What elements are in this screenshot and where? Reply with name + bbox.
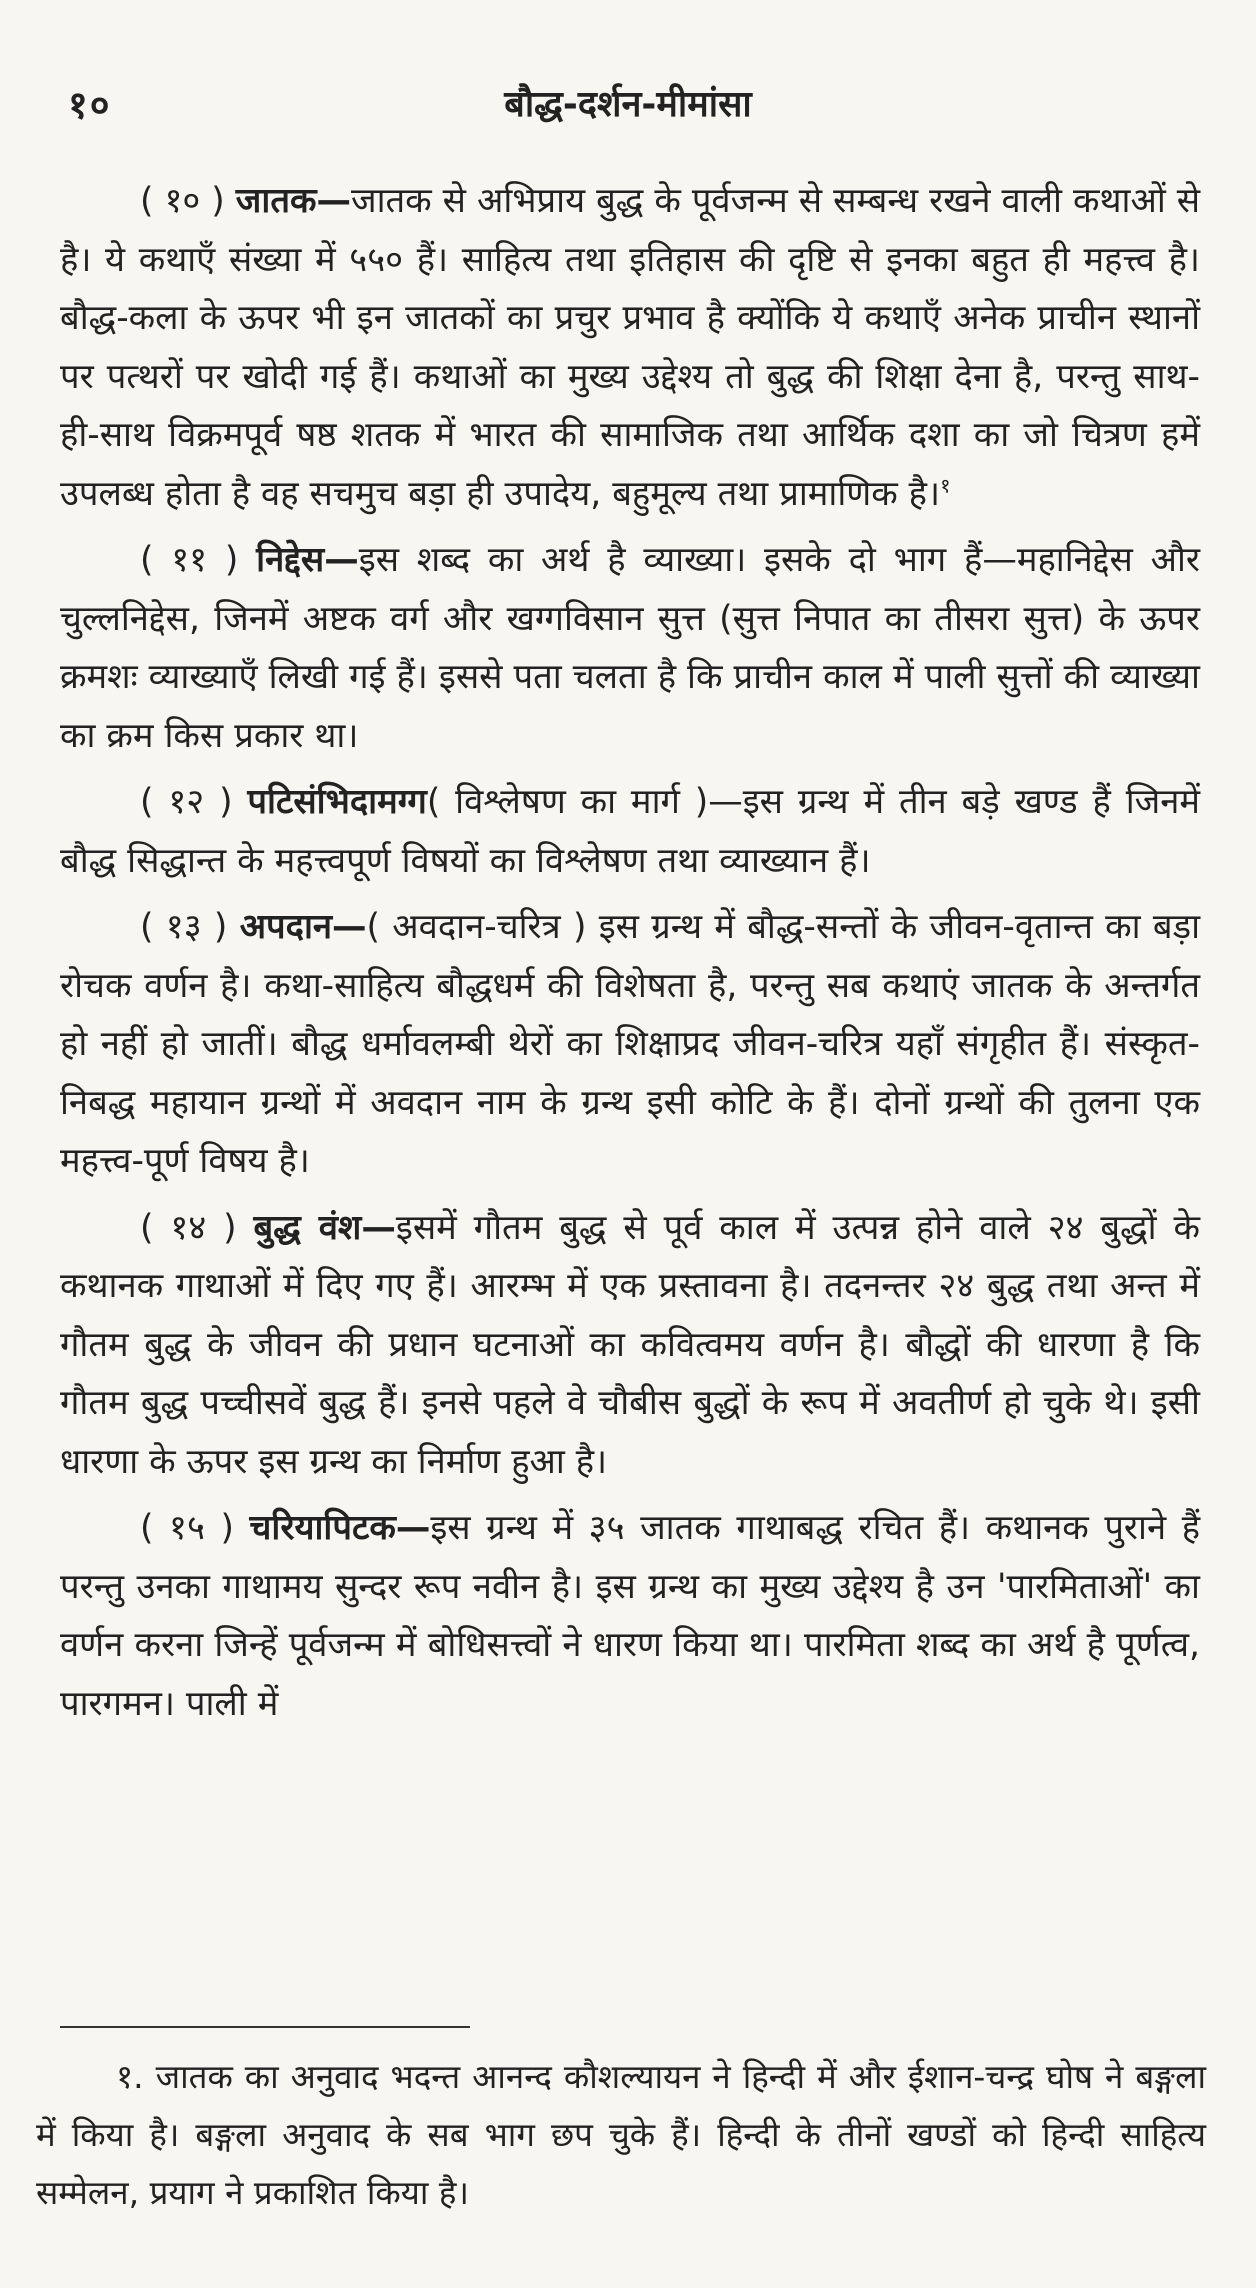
paragraph-apadana <box>60 898 1200 1191</box>
paragraph-jataka <box>60 172 1200 523</box>
section-term: पटिसंभिदामग्ग <box>247 782 427 822</box>
section-term: निद्देस— <box>256 540 359 580</box>
page-header <box>60 78 1196 138</box>
section-term: बुद्ध वंश— <box>253 1207 396 1248</box>
paragraph-buddhavamsa <box>60 1199 1200 1492</box>
page-number: १० <box>68 83 112 127</box>
paragraph-text: ( अवदान-चरित्र ) इस ग्रन्थ में बौद्ध-सन्तों के जीवन-वृतान्त का बड़ा रोचक वर्णन है। कथा-साहित्य बौद्धधर्म की विशेषता है, परन्तु सब कथाएं जातक के अन्तर्गत हो नहीं हो जातीं। बौद्ध धर्मावलम्बी थेरों का शिक्षाप्रद जीवन-चरित्र यहाँ संगृहीत हैं। संस्कृत-निबद्ध महायान ग्रन्थों में अवदान नाम के ग्रन्थ इसी कोटि के हैं। दोनों ग्रन्थों की तुलना एक महत्त्व-पूर्ण विषय है। <box>60 907 1200 1181</box>
section-number: ( १२ ) <box>140 782 233 822</box>
section-number: ( १० ) <box>140 181 225 221</box>
footnote: १. जातक का अनुवाद भदन्त आनन्द कौशल्यायन ने हिन्दी में और ईशान-चन्द्र घोष ने बङ्गला में किया है। बङ्गला अनुवाद के सब भाग छप चुके हैं। हिन्दी के तीनों खण्डों को हिन्दी साहित्य सम्मेलन, प्रयाग ने प्रकाशित किया है। <box>36 2057 1206 2212</box>
section-term: अपदान— <box>239 907 367 947</box>
paragraph-text: इसमें गौतम बुद्ध से पूर्व काल में उत्पन्न होने वाले २४ बुद्धों के कथानक गाथाओं में दिए गए हैं। आरम्भ में एक प्रस्तावना है। तदनन्तर २४ बुद्ध तथा अन्त में गौतम बुद्ध के जीवन की प्रधान घटनाओं का कवित्वमय वर्णन है। बौद्धों की धारणा है कि गौतम बुद्ध पच्चीसवें बुद्ध हैं। इनसे पहले वे चौबीस बुद्धों के रूप में अवतीर्ण हो चुके थे। इसी धारणा के ऊपर इस ग्रन्थ का निर्माण हुआ है। <box>60 1207 1200 1482</box>
footnote-reference[interactable]: १ <box>940 473 951 497</box>
paragraph-text: इस शब्द का अर्थ है व्याख्या। इसके दो भाग हैं—महानिद्देस और चुल्लनिद्देस, जिनमें अष्टक वर्ग और खग्गविसान सुत्त (सुत्त निपात का तीसरा सुत्त) के ऊपर क्रमशः व्याख्याएँ लिखी गई हैं। इससे पता चलता है कि प्राचीन काल में पाली सुत्तों की व्याख्या का क्रम किस प्रकार था। <box>60 540 1200 756</box>
running-title: बौद्ध-दर्शन-मीमांसा <box>504 84 752 125</box>
footnote-divider <box>60 2026 470 2028</box>
paragraph-text: ( विश्लेषण का मार्ग )—इस ग्रन्थ में तीन बड़े खण्ड हैं जिनमें बौद्ध सिद्धान्त के महत्त्वपूर्ण विषयों का विश्लेषण तथा व्याख्यान हैं। <box>60 782 1201 881</box>
paragraph-text: जातक से अभिप्राय बुद्ध के पूर्वजन्म से सम्बन्ध रखने वाली कथाओं से है। ये कथाएँ संख्या में ५५० हैं। साहित्य तथा इतिहास की दृष्टि से इनका बहुत ही महत्त्व है। बौद्ध-कला के ऊपर भी इन जातकों का प्रचुर प्रभाव है क्योंकि ये कथाएँ अनेक प्राचीन स्थानों पर पत्थरों पर खोदी गई हैं। कथाओं का मुख्य उद्देश्य तो बुद्ध की शिक्षा देना है, परन्तु साथ-ही-साथ विक्रमपूर्व षष्ठ शतक में भारत की सामाजिक तथा आर्थिक दशा का जो चित्रण हमें उपलब्ध होता है वह सचमुच बड़ा ही उपादेय, बहुमूल्य तथा प्रामाणिक है। <box>60 181 1201 514</box>
section-number: ( १५ ) <box>140 1508 234 1548</box>
section-number: ( ११ ) <box>140 540 239 580</box>
body-text <box>60 172 1200 1741</box>
paragraph-cariyapitaka <box>60 1499 1200 1733</box>
paragraph-patisambhidamagga <box>60 773 1200 890</box>
paragraph-niddesa <box>60 531 1200 765</box>
paragraph-text: इस ग्रन्थ में ३५ जातक गाथाबद्ध रचित हैं। कथानक पुराने हैं परन्तु उनका गाथामय सुन्दर रूप नवीन है। इस ग्रन्थ का मुख्य उद्देश्य है उन 'पारमिताओं' का वर्णन करना जिन्हें पूर्वजन्म में बोधिसत्त्वों ने धारण किया था। पारमिता शब्द का अर्थ है पूर्णत्व, पारगमन। पाली में <box>60 1508 1201 1724</box>
section-number: ( १४ ) <box>140 1207 237 1248</box>
section-term: जातक— <box>235 181 351 221</box>
section-term: चरियापिटक— <box>249 1508 431 1548</box>
section-number: ( १३ ) <box>140 907 228 947</box>
